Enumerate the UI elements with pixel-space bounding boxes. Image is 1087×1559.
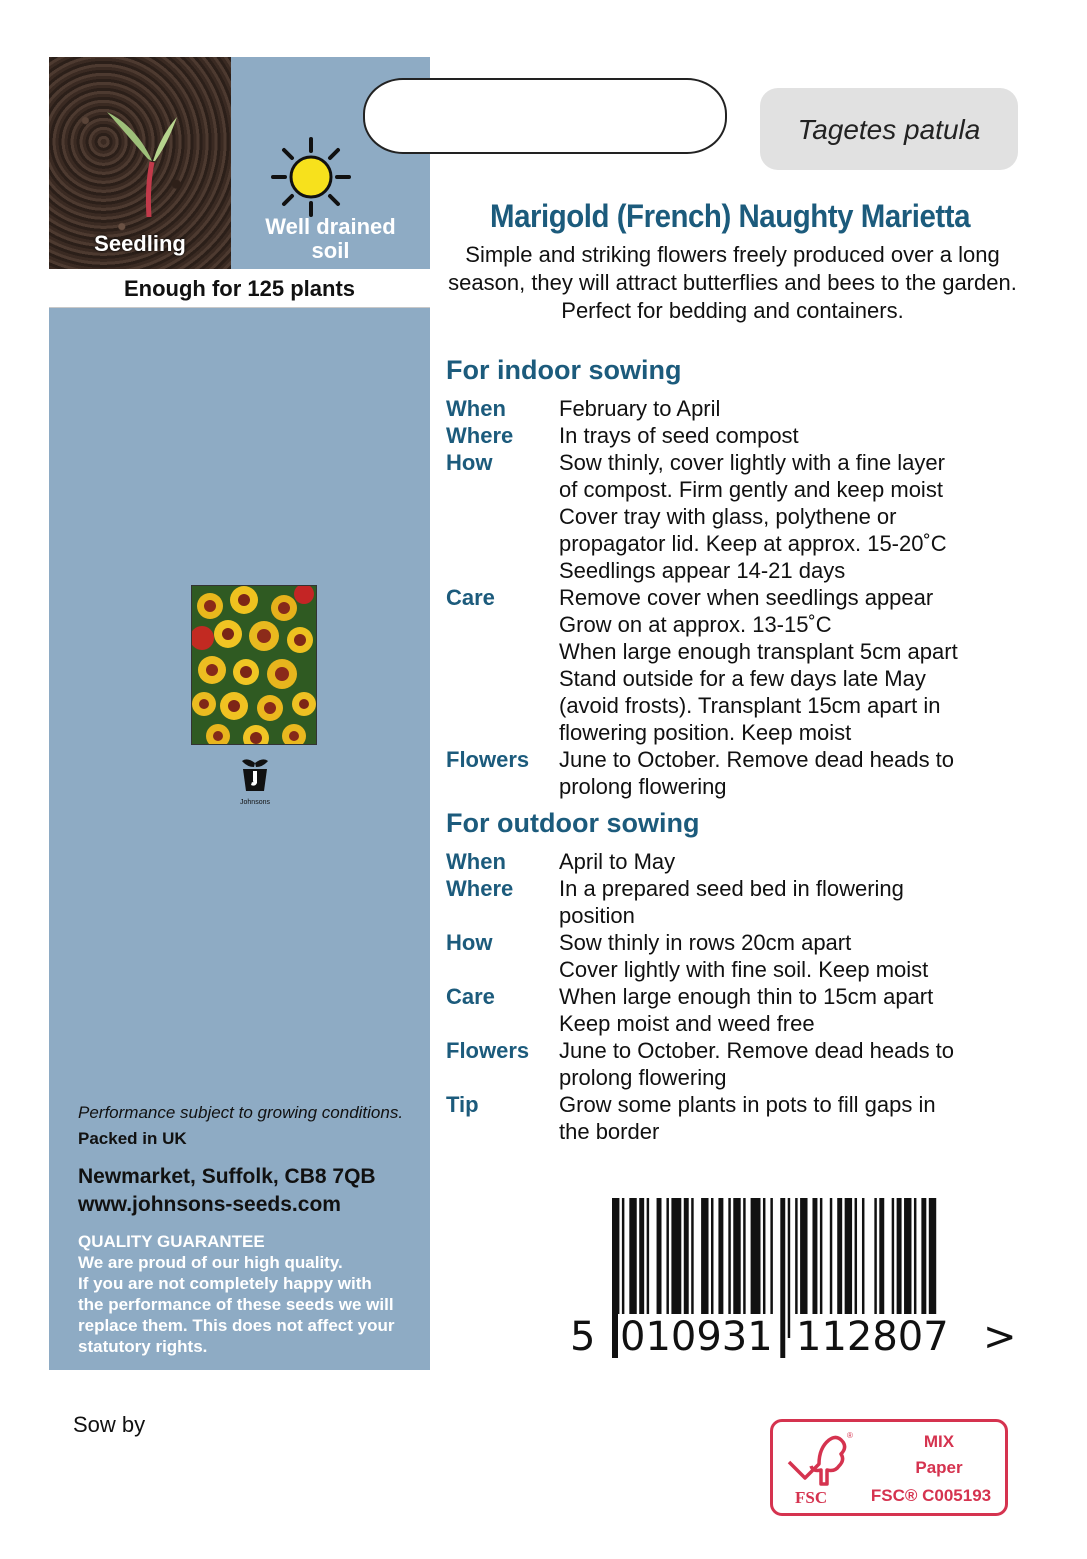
row-text: position [559, 903, 635, 928]
packed-in: Packed in UK [78, 1129, 187, 1148]
outdoor-sowing-table [446, 848, 1046, 1145]
row-label: Flowers [446, 1038, 530, 1063]
row-text: the border [559, 1119, 660, 1144]
row-value [559, 1091, 1046, 1145]
row-text: April to May [559, 849, 676, 874]
indoor-where-row [446, 422, 1046, 449]
row-text: When large enough thin to 15cm apart [559, 984, 934, 1009]
fsc-tree-icon [785, 1428, 855, 1488]
johnsons-logo [225, 757, 285, 807]
outdoor-flowers-row [446, 1037, 1046, 1091]
row-text: Grow on at approx. 13-15˚C [559, 612, 832, 637]
row-label: How [446, 930, 493, 955]
company-address [78, 1163, 376, 1219]
brand-logo-text: Johnsons [240, 799, 270, 806]
row-text: June to October. Remove dead heads to [559, 747, 955, 772]
sun-icon [271, 137, 351, 217]
fsc-logo [770, 1419, 1008, 1516]
quality-guarantee [78, 1231, 428, 1357]
product-description: Simple and striking flowers freely produced over a long season, they will attract butterflies and bees to the garden. Perfect for bedding and containers. [448, 242, 1017, 323]
row-label: Tip [446, 1092, 479, 1117]
barcode-first-digit: 5 [570, 1314, 596, 1360]
row-text: prolong flowering [559, 774, 727, 799]
barcode-right-group: 112807 [796, 1314, 949, 1360]
row-label: Care [446, 984, 495, 1009]
fsc-registered-mark: ® [847, 1431, 853, 1440]
row-text: of compost. Firm gently and keep moist [559, 477, 943, 502]
row-value [559, 875, 1046, 929]
row-label: Flowers [446, 747, 530, 772]
fsc-code: FSC® C005193 [870, 1486, 992, 1505]
row-value [559, 395, 1046, 422]
row-text: Stand outside for a few days late May [559, 666, 926, 691]
row-value [559, 983, 1046, 1037]
row-text: June to October. Remove dead heads to [559, 1038, 955, 1063]
row-value [559, 746, 1046, 800]
outdoor-when-row [446, 848, 1046, 875]
row-text: Sow thinly in rows 20cm apart [559, 930, 852, 955]
plant-pot-icon [237, 757, 273, 793]
outdoor-tip-row [446, 1091, 1046, 1145]
performance-disclaimer: Performance subject to growing conditions. [78, 1103, 404, 1122]
outdoor-where-row [446, 875, 1046, 929]
row-text: Cover lightly with fine soil. Keep moist [559, 957, 929, 982]
row-text: flowering position. Keep moist [559, 720, 852, 745]
sow-by-label: Sow by [73, 1412, 146, 1437]
row-value [559, 449, 1046, 584]
seedling-label: Seedling [94, 231, 186, 256]
row-text: Keep moist and weed free [559, 1011, 815, 1036]
indoor-sowing-heading: For indoor sowing [446, 355, 682, 385]
row-text: In trays of seed compost [559, 423, 799, 448]
barcode-end-mark: > [983, 1314, 1017, 1360]
fsc-paper: Paper [915, 1458, 963, 1477]
barcode-number [568, 1314, 1018, 1364]
row-label: When [446, 396, 506, 421]
indoor-how-row [446, 449, 1046, 584]
guarantee-line: the performance of these seeds we will [78, 1295, 394, 1314]
row-label: Where [446, 423, 514, 448]
row-value [559, 848, 1046, 875]
row-text: prolong flowering [559, 1065, 727, 1090]
outdoor-care-row [446, 983, 1046, 1037]
row-text: Sow thinly, cover lightly with a fine layer [559, 450, 945, 475]
row-text: Remove cover when seedlings appear [559, 585, 934, 610]
row-text: Grow some plants in pots to fill gaps in [559, 1092, 936, 1117]
indoor-care-row [446, 584, 1046, 746]
product-title: Marigold (French) Naughty Marietta [490, 198, 970, 234]
indoor-sowing-table [446, 395, 1046, 800]
soil-label [231, 215, 430, 263]
website: www.johnsons-seeds.com [78, 1193, 341, 1216]
seedling-photo [49, 57, 231, 269]
address-line: Newmarket, Suffolk, CB8 7QB [78, 1165, 376, 1188]
indoor-when-row [446, 395, 1046, 422]
guarantee-line: replace them. This does not affect your [78, 1316, 395, 1335]
seed-quantity: Enough for 125 plants [49, 269, 430, 308]
left-panel [49, 57, 430, 1370]
row-value [559, 929, 1046, 983]
barcode-left-group: 010931 [620, 1314, 773, 1360]
soil-label-line2: soil [311, 238, 350, 263]
blank-label-area [363, 78, 727, 154]
guarantee-line: statutory rights. [78, 1337, 208, 1356]
row-label: Care [446, 585, 495, 610]
row-text: Seedlings appear 14-21 days [559, 558, 846, 583]
marigold-photo [191, 585, 317, 745]
row-text: When large enough transplant 5cm apart [559, 639, 958, 664]
row-text: propagator lid. Keep at approx. 15-20˚C [559, 531, 947, 556]
soil-label-line1: Well drained [265, 214, 396, 239]
row-value [559, 584, 1046, 746]
row-value [559, 1037, 1046, 1091]
outdoor-how-row [446, 929, 1046, 983]
guarantee-title: QUALITY GUARANTEE [78, 1232, 265, 1251]
row-value [559, 422, 1046, 449]
fsc-word: FSC [795, 1488, 828, 1507]
row-text: February to April [559, 396, 721, 421]
guarantee-line: We are proud of our high quality. [78, 1253, 343, 1272]
row-text: In a prepared seed bed in flowering [559, 876, 904, 901]
row-label: When [446, 849, 506, 874]
row-text: Cover tray with glass, polythene or [559, 504, 897, 529]
latin-name: Tagetes patula [760, 88, 1018, 170]
outdoor-sowing-heading: For outdoor sowing [446, 808, 700, 838]
guarantee-line: If you are not completely happy with [78, 1274, 372, 1293]
row-label: How [446, 450, 493, 475]
row-text: (avoid frosts). Transplant 15cm apart in [559, 693, 941, 718]
fsc-mix: MIX [923, 1432, 955, 1451]
indoor-flowers-row [446, 746, 1046, 800]
row-label: Where [446, 876, 514, 901]
